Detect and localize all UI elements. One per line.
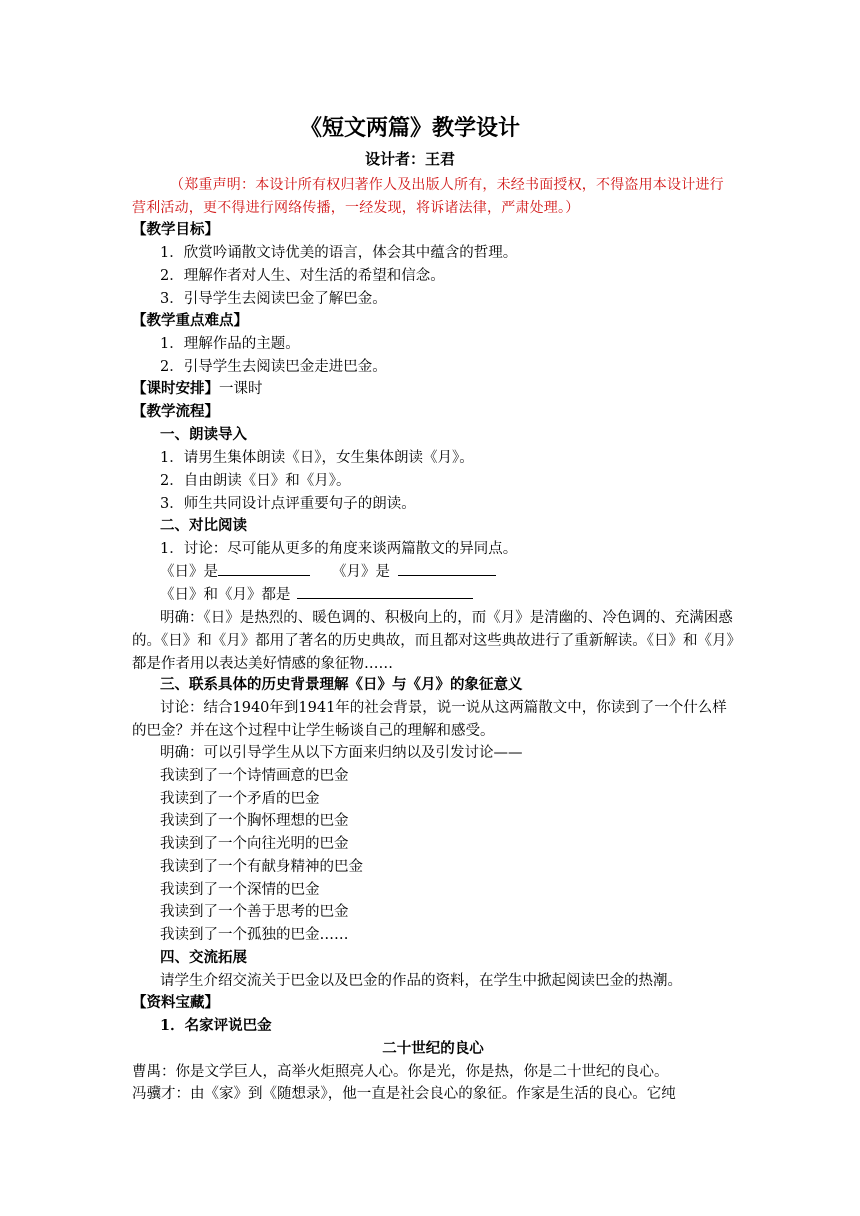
resources-sub-heading: 1．名家评说巴金 [160, 1017, 272, 1034]
fill-in-line-2 [160, 584, 473, 606]
copyright-notice: （郑重声明：本设计所有权归著作人及出版人所有，未经书面授权，不得盗用本设计进行营利活动，更不得进行网络传播，一经发现，将诉诸法律，严肃处理。） [132, 177, 724, 216]
keypoint-item: 2．引导学生去阅读巴金走进巴金。 [160, 359, 387, 375]
reading-item: 我读到了一个诗情画意的巴金 [160, 768, 349, 784]
section-2-heading: 二、对比阅读 [160, 517, 247, 534]
process-heading: 【教学流程】 [132, 403, 219, 420]
fill-label-both: 《日》和《月》都是 [160, 587, 291, 603]
keypoints-heading: 【教学重点难点】 [132, 312, 248, 329]
section-3-heading: 三、联系具体的历史背景理解《日》与《月》的象征意义 [160, 676, 523, 693]
section-2-clarify: 明确：《日》是热烈的、暖色调的、积极向上的，而《月》是清幽的、冷色调的、充满困惑的。《日》和《月》都用了著名的历史典故，而且都对这些典故进行了重新解读。《日》和《月》都是作者用以表达美好情感的象征物…… [132, 610, 734, 672]
keypoint-item: 1．理解作品的主题。 [160, 336, 300, 352]
goal-item: 1．欣赏吟诵散文诗优美的语言，体会其中蕴含的哲理。 [160, 245, 518, 261]
blank-yue[interactable] [398, 561, 496, 576]
fill-label-yue: 《月》是 [332, 564, 390, 580]
fill-label-ri: 《日》是 [160, 564, 218, 580]
reading-item: 我读到了一个向往光明的巴金 [160, 836, 349, 852]
quote-caoyu: 曹禺：你是文学巨人，高举火炬照亮人心。你是光，你是热，你是二十世纪的良心。 [132, 1064, 669, 1080]
document-title: 《短文两篇》教学设计 [299, 115, 520, 141]
reading-item: 我读到了一个胸怀理想的巴金 [160, 813, 349, 829]
goals-heading: 【教学目标】 [132, 221, 219, 238]
goal-item: 3．引导学生去阅读巴金了解巴金。 [160, 291, 387, 307]
section-1-item: 3．师生共同设计点评重要句子的朗读。 [160, 496, 416, 512]
quote-fengjicai: 冯骥才：由《家》到《随想录》，他一直是社会良心的象征。作家是生活的良心。它纯 [132, 1086, 676, 1102]
blank-ri[interactable] [218, 561, 310, 576]
author-line: 设计者：王君 [364, 150, 455, 168]
fill-in-line-1 [160, 561, 496, 583]
section-4-heading: 四、交流拓展 [160, 949, 247, 966]
section-3-clarify: 明确：可以引导学生从以下方面来归纳以及引发讨论—— [160, 745, 523, 761]
blank-both[interactable] [297, 584, 473, 599]
schedule-value: 一课时 [219, 381, 263, 397]
reading-item: 我读到了一个矛盾的巴金 [160, 791, 320, 807]
resources-subtitle: 二十世纪的良心 [382, 1040, 484, 1057]
section-3-discuss: 讨论：结合1940年到1941年的社会背景，说一说从这两篇散文中，你读到了一个什么样的巴金？并在这个过程中让学生畅谈自己的理解和感受。 [132, 700, 727, 739]
goal-item: 2．理解作者对人生、对生活的希望和信念。 [160, 268, 445, 284]
reading-item: 我读到了一个孤独的巴金…… [160, 927, 349, 943]
reading-item: 我读到了一个有献身精神的巴金 [160, 859, 363, 875]
schedule-line [132, 378, 263, 400]
reading-item: 我读到了一个深情的巴金 [160, 882, 320, 898]
section-4-text: 请学生介绍交流关于巴金以及巴金的作品的资料，在学生中掀起阅读巴金的热潮。 [160, 973, 682, 989]
section-2-item: 1．讨论：尽可能从更多的角度来谈两篇散文的异同点。 [160, 541, 518, 557]
resources-heading: 【资料宝藏】 [132, 994, 219, 1011]
reading-item: 我读到了一个善于思考的巴金 [160, 904, 349, 920]
section-1-heading: 一、朗读导入 [160, 426, 247, 443]
section-1-item: 2．自由朗读《日》和《月》。 [160, 473, 351, 489]
section-1-item: 1．请男生集体朗读《日》，女生集体朗读《月》。 [160, 450, 474, 466]
schedule-heading: 【课时安排】 [132, 380, 219, 397]
